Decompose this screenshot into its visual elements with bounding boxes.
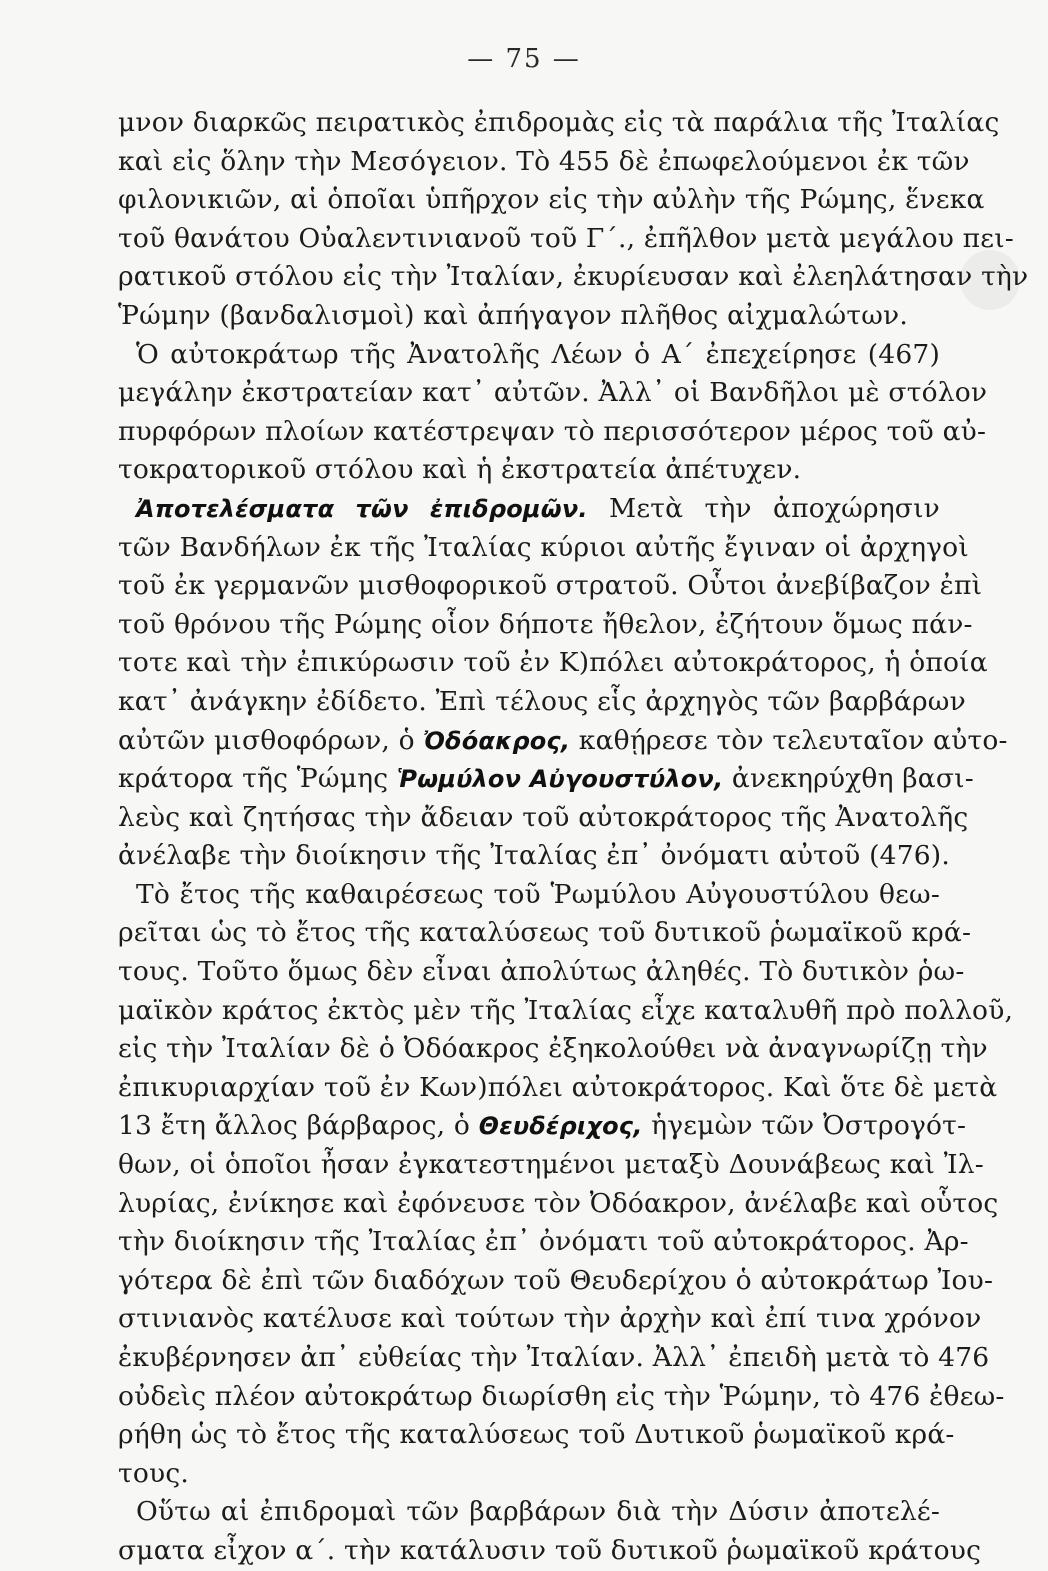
text-run: Ὁ αὐτοκράτωρ τῆς Ἀνατολῆς Λέων ὁ Α΄ ἐπεχείρησε (467) <box>136 338 940 370</box>
text-line <box>118 876 940 915</box>
bold-term: Ῥωμύλον Αὐγουστύλον, <box>396 765 724 794</box>
text-line <box>118 1416 955 1455</box>
text-run: ρατικοῦ στόλου εἰς τὴν Ἰταλίαν, ἐκυρίευσαν καὶ ἐλεηλάτησαν τὴν <box>118 261 1029 293</box>
text-line <box>118 1532 982 1571</box>
text-line <box>118 1069 998 1108</box>
text-run: τοτε καὶ τὴν ἐπικύρωσιν τοῦ ἐν Κ)πόλει αὐτοκράτορος, ἡ ὁποία <box>118 647 988 679</box>
text-line <box>118 1339 990 1378</box>
text-run: καὶ εἰς ὅλην τὴν Μεσόγειον. Τὸ 455 δὲ ἐπωφελούμενοι ἐκ τῶν <box>118 145 970 177</box>
text-run: ἐκυβέρνησεν ἀπ᾽ εὐθείας τὴν Ἰταλίαν. Ἀλλ᾽ ἐπειδὴ μετὰ τὸ 476 <box>118 1342 990 1373</box>
text-line <box>118 1030 988 1069</box>
text-run: τοῦ θανάτου Οὐαλεντινιανοῦ τοῦ Γ΄., ἐπῆλθον μετὰ μεγάλου πει- <box>118 222 1014 254</box>
bold-term: Ἀποτελέσματα τῶν ἐπιδρομῶν. <box>136 494 588 523</box>
text-run: ρήθη ὡς τὸ ἔτος τῆς καταλύσεως τοῦ Δυτικοῦ ῥωμαϊκοῦ κρά- <box>118 1419 955 1451</box>
text-run: ἐπικυριαρχίαν τοῦ ἐν Κων)πόλει αὐτοκράτορος. Καὶ ὅτε δὲ μετὰ <box>118 1071 998 1103</box>
text-line <box>118 297 940 336</box>
text-line <box>118 1223 969 1262</box>
text-run: θων, οἱ ὁποῖοι ἦσαν ἐγκατεστημένοι μεταξὺ Δουνάβεως καὶ Ἰλ- <box>118 1149 984 1181</box>
text-run: μεγάλην ἐκστρατείαν κατ᾽ αὐτῶν. Ἀλλ᾽ οἱ Βανδῆλοι μὲ στόλον <box>118 377 988 409</box>
text-run: ἀνεκηρύχθη βασι- <box>723 763 974 795</box>
text-line <box>118 992 1014 1031</box>
text-line <box>118 606 973 645</box>
text-run: φιλονικιῶν, αἱ ὁποῖαι ὑπῆρχον εἰς τὴν αὐλὴν τῆς Ρώμης, ἕνεκα <box>118 184 985 216</box>
text-run: Οὕτω αἱ ἐπιδρομαὶ τῶν βαρβάρων διὰ τὴν Δύσιν ἀποτελέ- <box>136 1496 940 1528</box>
text-line <box>118 336 940 375</box>
text-line <box>118 799 969 838</box>
text-run: γότερα δὲ ἐπὶ τῶν διαδόχων τοῦ Θευδερίχου ὁ αὐτοκράτωρ Ἰου- <box>118 1264 994 1296</box>
text-line <box>118 722 1008 761</box>
text-run: πυρφόρων πλοίων κατέστρεψαν τὸ περισσότερον μέρος τοῦ αὐ- <box>118 415 987 447</box>
text-run: Τὸ ἔτος τῆς καθαιρέσεως τοῦ Ῥωμύλου Αὐγουστύλου θεω- <box>136 878 940 910</box>
text-line <box>118 837 950 876</box>
page-number: — 75 — <box>467 44 581 74</box>
text-run: εἰς τὴν Ἰταλίαν δὲ ὁ Ὀδόακρος ἐξηκολούθει νὰ ἀναγνωρίζῃ τὴν <box>118 1033 988 1065</box>
text-line <box>118 760 974 799</box>
text-run: Μετὰ τὴν ἀποχώρησιν <box>587 492 940 524</box>
text-line <box>118 374 988 413</box>
text-line <box>118 1378 1005 1417</box>
text-line <box>118 1185 999 1224</box>
text-run: ἡγεμὼν τῶν Ὀστρογότ- <box>642 1110 967 1142</box>
text-line <box>118 1107 967 1146</box>
text-line <box>118 413 987 452</box>
text-line <box>118 104 1000 143</box>
text-run: τὴν διοίκησιν τῆς Ἰταλίας ἐπ᾽ ὀνόματι τοῦ αὐτοκράτορος. Ἀρ- <box>118 1226 969 1258</box>
text-line <box>118 143 970 182</box>
text-line <box>118 451 940 490</box>
text-line <box>118 181 985 220</box>
text-run: καθῄρεσε τὸν τελευταῖον αὐτο- <box>570 724 1008 756</box>
text-line <box>118 644 988 683</box>
text-run: ρεῖται ὡς τὸ ἔτος τῆς καταλύσεως τοῦ δυτικοῦ ῥωμαϊκοῦ κρά- <box>118 917 972 949</box>
text-line <box>118 1493 940 1532</box>
text-run: τους. Τοῦτο ὅμως δὲν εἶναι ἀπολύτως ἀληθές. Τὸ δυτικὸν ῥω- <box>118 956 965 988</box>
text-run: αὐτῶν μισθοφόρων, ὁ <box>118 724 424 756</box>
text-run: Ῥώμην (βανδαλισμοὶ) καὶ ἀπήγαγον πλῆθος αἰχμαλώτων. <box>118 299 908 331</box>
text-run: 13 ἔτη ἄλλος βάρβαρος, ὁ <box>118 1110 479 1142</box>
text-line <box>118 567 983 606</box>
text-line <box>118 914 972 953</box>
text-line <box>118 953 965 992</box>
text-line <box>118 490 940 529</box>
text-line <box>118 220 1014 259</box>
text-run: οὐδεὶς πλέον αὐτοκράτωρ διωρίσθη εἰς τὴν Ῥώμην, τὸ 476 ἐθεω- <box>118 1380 1005 1412</box>
text-run: λυρίας, ἐνίκησε καὶ ἐφόνευσε τὸν Ὀδόακρον, ἀνέλαβε καὶ οὗτος <box>118 1187 999 1219</box>
text-run: τοκρατορικοῦ στόλου καὶ ἡ ἐκστρατεία ἀπέτυχεν. <box>118 454 802 486</box>
text-run: τῶν Βανδήλων ἐκ τῆς Ἰταλίας κύριοι αὐτῆς ἔγιναν οἱ ἀρχηγοὶ <box>118 531 969 563</box>
text-line <box>118 1146 984 1185</box>
text-run: στινιανὸς κατέλυσε καὶ τούτων τὴν ἀρχὴν καὶ ἐπί τινα χρόνον <box>118 1303 982 1335</box>
text-line <box>118 683 966 722</box>
text-line <box>118 529 969 568</box>
text-run: ἀνέλαβε τὴν διοίκησιν τῆς Ἰταλίας ἐπ᾽ ὀνόματι αὐτοῦ (476). <box>118 840 950 872</box>
text-line <box>118 258 1029 297</box>
text-run: κατ᾽ ἀνάγκην ἐδίδετο. Ἐπὶ τέλους εἷς ἀρχηγὸς τῶν βαρβάρων <box>118 685 966 717</box>
text-run: σματα εἶχον α΄. τὴν κατάλυσιν τοῦ δυτικοῦ ῥωμαϊκοῦ κράτους <box>118 1534 982 1566</box>
text-run: κράτορα τῆς Ῥώμης <box>118 763 397 795</box>
text-run: λεὺς καὶ ζητήσας τὴν ἄδειαν τοῦ αὐτοκράτορος τῆς Ἀνατολῆς <box>118 801 969 833</box>
text-line <box>118 1455 940 1494</box>
text-run: τους. <box>118 1457 189 1489</box>
bold-term: Ὀδόακρος, <box>423 726 571 755</box>
text-line <box>118 1262 994 1301</box>
text-run: μνον διαρκῶς πειρατικὸς ἐπιδρομὰς εἰς τὰ παράλια τῆς Ἰταλίας <box>118 107 1000 138</box>
text-line <box>118 1300 982 1339</box>
text-run: μαϊκὸν κράτος ἐκτὸς μὲν τῆς Ἰταλίας εἶχε καταλυθῆ πρὸ πολλοῦ, <box>118 994 1014 1026</box>
text-run: τοῦ ἐκ γερμανῶν μισθοφορικοῦ στρατοῦ. Οὗτοι ἀνεβίβαζον ἐπὶ <box>118 570 983 602</box>
body-text <box>118 104 1029 1571</box>
bold-term: Θευδέριχος, <box>478 1112 643 1141</box>
text-run: τοῦ θρόνου τῆς Ρώμης οἷον δήποτε ἤθελον, ἐζήτουν ὅμως πάν- <box>118 608 973 640</box>
